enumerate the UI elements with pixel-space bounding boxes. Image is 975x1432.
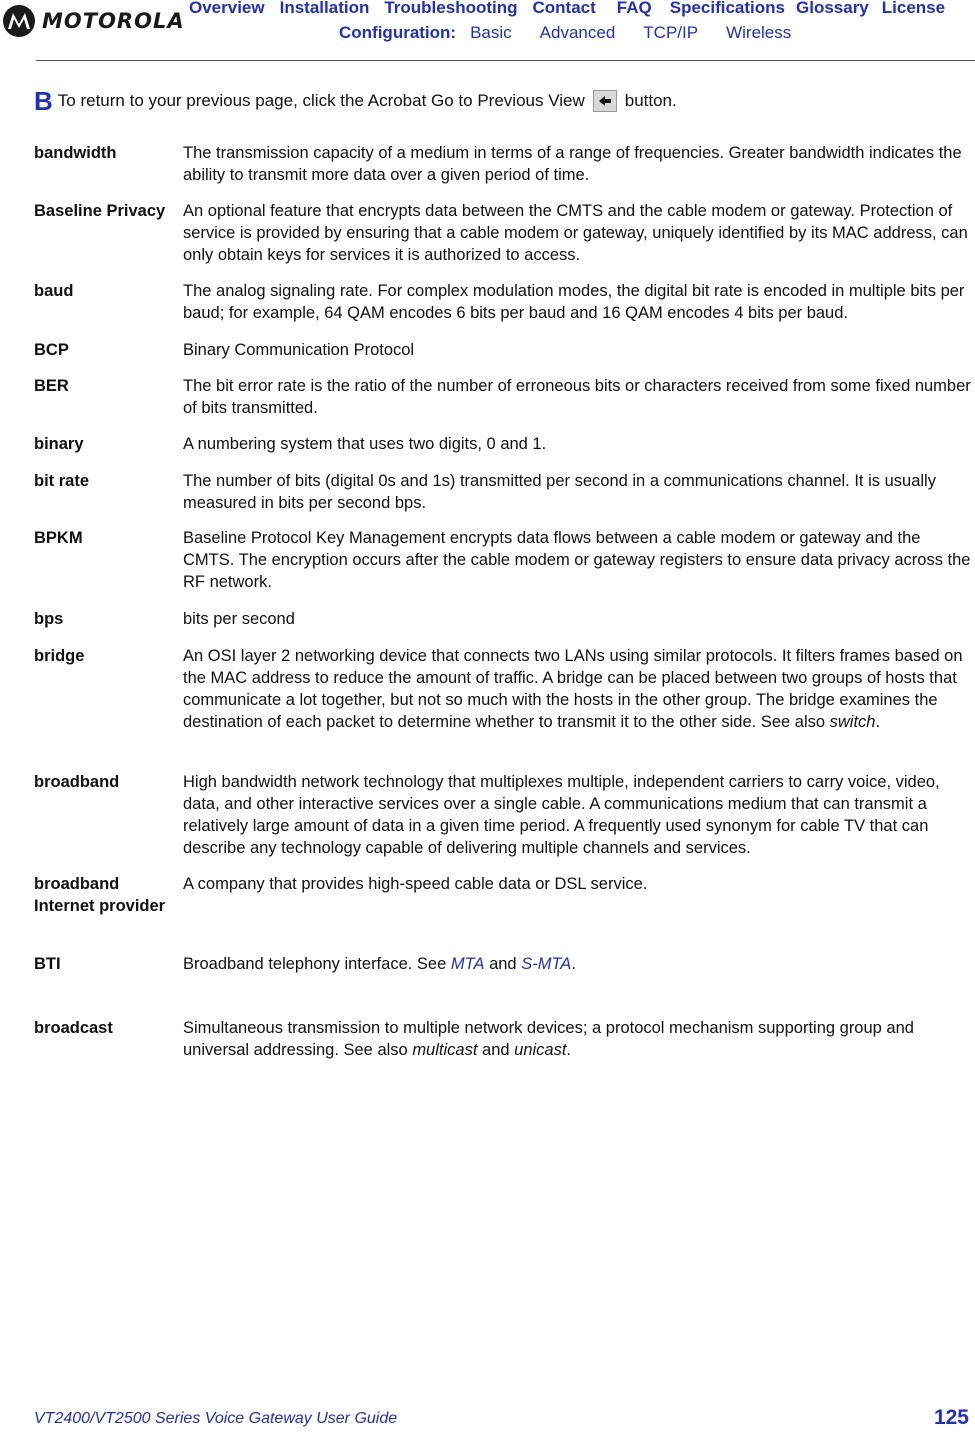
nav-specifications[interactable]: Specifications bbox=[669, 0, 785, 17]
arrow-left-icon bbox=[598, 95, 612, 107]
definition-text: Broadband telephony interface. See bbox=[183, 955, 447, 973]
header-divider bbox=[36, 60, 975, 61]
nav-glossary[interactable]: Glossary bbox=[796, 0, 869, 17]
nav-advanced[interactable]: Advanced bbox=[539, 23, 616, 42]
definition-tail: . bbox=[566, 1041, 572, 1059]
glossary-definition: The bit error rate is the ratio of the number of erroneous bits or characters received from some fixed number of bits transmitted. bbox=[183, 377, 971, 417]
glossary-term: baud bbox=[34, 282, 74, 300]
glossary-term: bps bbox=[34, 610, 64, 628]
glossary-entry bbox=[34, 375, 975, 433]
nav-wireless[interactable]: Wireless bbox=[726, 23, 792, 42]
glossary-definition: bits per second bbox=[183, 610, 295, 628]
glossary-entry bbox=[34, 953, 975, 1017]
logo-wordmark: MOTOROLA bbox=[42, 9, 185, 33]
glossary-term: Baseline Privacy bbox=[34, 202, 166, 220]
back-marker: B bbox=[34, 86, 53, 116]
glossary-definition: Binary Communication Protocol bbox=[183, 341, 415, 359]
motorola-logo bbox=[2, 4, 185, 38]
see-also-unicast: unicast bbox=[514, 1041, 567, 1059]
glossary-entry bbox=[34, 1017, 975, 1075]
glossary-term: BER bbox=[34, 377, 69, 395]
glossary-term: binary bbox=[34, 435, 84, 453]
link-mta[interactable]: MTA bbox=[450, 955, 485, 973]
glossary-entry bbox=[34, 339, 975, 375]
back-note-text-after: button. bbox=[624, 91, 677, 110]
glossary-definition: The number of bits (digital 0s and 1s) transmitted per second in a communications channel. It is usually measured in bits per second bps. bbox=[183, 472, 936, 512]
glossary-term: bit rate bbox=[34, 472, 90, 490]
glossary-term: BCP bbox=[34, 341, 69, 359]
glossary-definition: A numbering system that uses two digits, 0 and 1. bbox=[183, 435, 547, 453]
glossary-term: broadcast bbox=[34, 1019, 113, 1037]
footer-page-number: 125 bbox=[933, 1406, 969, 1429]
glossary-term: BPKM bbox=[34, 529, 83, 547]
glossary-entry bbox=[34, 280, 975, 339]
glossary-entry bbox=[34, 470, 975, 527]
nav-basic[interactable]: Basic bbox=[470, 23, 512, 42]
page-header bbox=[0, 0, 975, 62]
glossary-term: BTI bbox=[34, 955, 61, 973]
configuration-label: Configuration: bbox=[339, 23, 457, 42]
glossary-entry bbox=[34, 645, 975, 771]
glossary-entry bbox=[34, 771, 975, 873]
primary-nav bbox=[189, 0, 945, 18]
glossary-entry bbox=[34, 873, 975, 953]
back-note-text: To return to your previous page, click the Acrobat Go to Previous View bbox=[57, 91, 585, 110]
glossary-term: bridge bbox=[34, 647, 85, 665]
configuration-nav bbox=[339, 23, 791, 43]
glossary-definition: The analog signaling rate. For complex modulation modes, the digital bit rate is encoded in multiple bits per baud; for example, 64 QAM encodes 6 bits per baud and 16 QAM encodes 4 bits per baud. bbox=[183, 282, 965, 322]
nav-troubleshooting[interactable]: Troubleshooting bbox=[384, 0, 518, 17]
glossary-list bbox=[34, 142, 975, 1075]
glossary-definition: The transmission capacity of a medium in terms of a range of frequencies. Greater bandwidth indicates the ability to transmit more data over a given period of time. bbox=[183, 144, 962, 184]
glossary-entry bbox=[34, 142, 975, 200]
nav-installation[interactable]: Installation bbox=[279, 0, 370, 17]
glossary-definition: A company that provides high-speed cable data or DSL service. bbox=[183, 875, 648, 893]
glossary-term: broadband bbox=[34, 773, 120, 791]
nav-faq[interactable]: FAQ bbox=[616, 0, 652, 17]
nav-overview[interactable]: Overview bbox=[189, 0, 265, 17]
definition-text: An OSI layer 2 networking device that connects two LANs using similar protocols. It filters frames based on the MAC address to reduce the amount of traffic. A bridge can be placed between two groups of hosts that communicate a lot together, but not so much with the hosts in the other group. The bridge examines the destination of each packet to determine whether to transmit it to the other side. See also bbox=[183, 647, 963, 731]
glossary-entry bbox=[34, 433, 975, 470]
glossary-definition bbox=[183, 1017, 975, 1075]
back-navigation-note bbox=[34, 88, 677, 114]
glossary-term: bandwidth bbox=[34, 144, 117, 162]
glossary-entry bbox=[34, 527, 975, 608]
definition-tail: . bbox=[875, 713, 881, 731]
definition-text: Simultaneous transmission to multiple network devices; a protocol mechanism supporting group and universal addressing. See also bbox=[183, 1019, 914, 1059]
glossary-entry bbox=[34, 608, 975, 645]
glossary-term: broadband Internet provider bbox=[34, 875, 166, 915]
nav-contact[interactable]: Contact bbox=[532, 0, 596, 17]
glossary-definition bbox=[183, 645, 975, 771]
glossary-definition: Baseline Protocol Key Management encrypts data flows between a cable modem or gateway and the CMTS. The encryption occurs after the cable modem or gateway registers to ensure data privacy across the RF network. bbox=[183, 529, 971, 591]
footer-document-title: VT2400/VT2500 Series Voice Gateway User Guide bbox=[34, 1410, 398, 1427]
motorola-batwing-icon bbox=[2, 4, 36, 38]
see-also-multicast: multicast bbox=[412, 1041, 478, 1059]
see-also-switch: switch bbox=[829, 713, 876, 731]
glossary-definition: High bandwidth network technology that multiplexes multiple, independent carriers to carry voice, video, data, and other interactive services over a single cable. A communications medium that can transmit a relatively large amount of data in a given time period. A frequently used synonym for cable TV that can describe any technology capable of delivering multiple channels and services. bbox=[183, 773, 940, 857]
nav-license[interactable]: License bbox=[881, 0, 946, 17]
glossary-definition: An optional feature that encrypts data between the CMTS and the cable modem or gateway. Protection of service is provided by ensuring that a cable modem or gateway, uniquely identified by its MAC address, can only obtain keys for services it is authorized to access. bbox=[183, 202, 968, 264]
glossary-entry bbox=[34, 200, 975, 280]
glossary-definition bbox=[183, 953, 975, 1017]
definition-conjunction: and bbox=[482, 1041, 510, 1059]
previous-view-button[interactable] bbox=[593, 90, 617, 112]
link-s-mta[interactable]: S-MTA bbox=[521, 955, 572, 973]
definition-tail: . bbox=[571, 955, 576, 973]
definition-conjunction: and bbox=[489, 955, 517, 973]
nav-tcpip[interactable]: TCP/IP bbox=[643, 23, 699, 42]
